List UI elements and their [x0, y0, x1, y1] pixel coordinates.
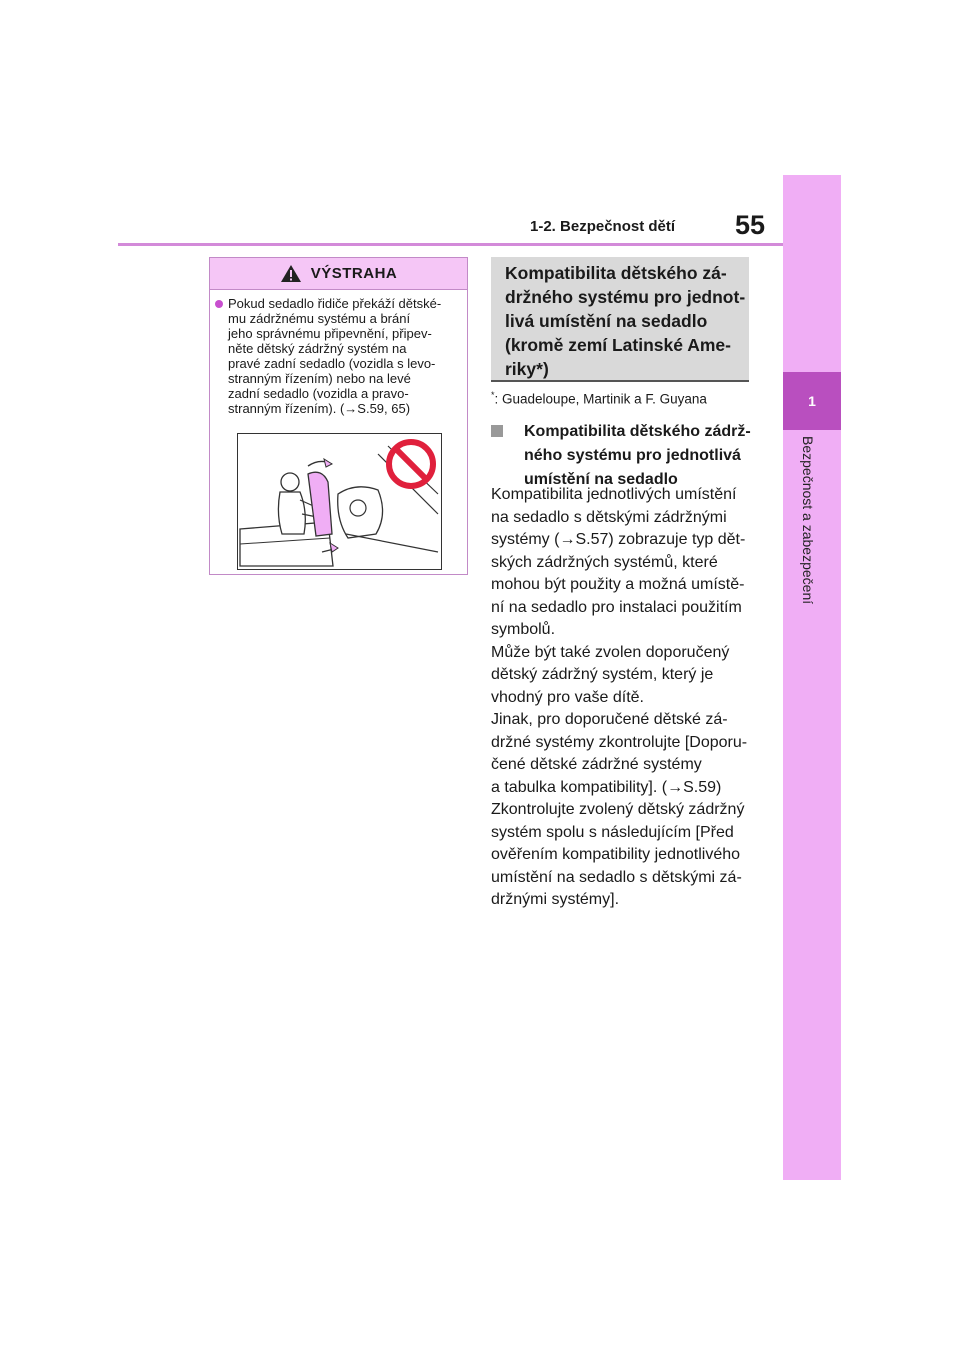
- warning-triangle-icon: [280, 264, 302, 283]
- subheading-line: držného systému pro jednot-: [505, 287, 746, 307]
- chapter-number-box[interactable]: [783, 372, 841, 430]
- warning-box: [209, 257, 468, 575]
- warning-line: stranným řízením). (→S.59, 65): [228, 401, 411, 416]
- body-line: vhodný pro vaše dítě.: [491, 688, 644, 706]
- body-line: na sedadlo s dětskými zádržnými: [491, 508, 727, 526]
- body-line: čené dětské zádržné systémy: [491, 756, 702, 773]
- body-text: [491, 484, 761, 912]
- body-line: systémy (→S.57) zobrazuje typ dět-: [491, 531, 746, 548]
- body-line: Jinak, pro doporučené dětské zá-: [491, 711, 728, 728]
- body-line: ských zádržných systémů, které: [491, 553, 718, 571]
- header-rule: [118, 243, 783, 246]
- warning-title: VÝSTRAHA: [310, 265, 398, 282]
- subheading-line: Kompatibilita dětského zá-: [505, 263, 727, 283]
- page-number: 55: [735, 210, 766, 240]
- warning-line: zadní sedadlo (vozidla a pravo-: [228, 386, 409, 401]
- footnote-marker: *: [491, 390, 495, 400]
- section-title: 1-2. Bezpečnost dětí: [530, 218, 676, 235]
- body-line: držné systémy zkontrolujte [Doporu-: [491, 733, 748, 751]
- body-line: a tabulka kompatibility]. (→S.59): [491, 778, 722, 796]
- seat-illustration-icon: [238, 434, 440, 568]
- heading-line: Kompatibilita dětského zádrž-: [524, 423, 751, 440]
- body-line: ověřením kompatibility jednotlivého: [491, 846, 741, 863]
- warning-line: stranným řízením) nebo na levé: [228, 371, 411, 386]
- subheading-box: [491, 257, 749, 382]
- heading-line: ného systému pro jednotlivá: [524, 447, 741, 464]
- section-heading: [491, 420, 756, 492]
- footnote-text: : Guadeloupe, Martinik a F. Guyana: [494, 391, 707, 407]
- bullet-icon: [215, 300, 223, 308]
- square-bullet-icon: [491, 425, 503, 437]
- warning-line: Pokud sedadlo řidiče překáží dětské-: [228, 296, 442, 311]
- body-line: Kompatibilita jednotlivých umístění: [491, 486, 737, 503]
- warning-header: [210, 258, 467, 290]
- body-line: mohou být použity a možná umístě-: [491, 576, 745, 593]
- heading-line: umístění na sedadlo: [524, 471, 678, 488]
- subheading-line: (kromě zemí Latinské Ame-: [505, 335, 731, 355]
- body-line: držnými systémy].: [491, 891, 620, 908]
- body-line: dětský zádržný systém, který je: [491, 666, 714, 683]
- body-line: umístění na sedadlo s dětskými zá-: [491, 868, 742, 886]
- warning-text: [210, 290, 467, 416]
- warning-line: jeho správnému připevnění, připev-: [228, 326, 432, 341]
- body-line: systém spolu s následujícím [Před: [491, 823, 734, 841]
- footnote: [491, 390, 707, 407]
- subheading-line: riky*): [505, 359, 549, 379]
- body-line: Může být také zvolen doporučený: [491, 643, 730, 661]
- warning-line: mu zádržnému systému a brání: [228, 311, 411, 326]
- chapter-number: 1: [808, 393, 816, 409]
- subheading-line: livá umístění na sedadlo: [505, 311, 708, 331]
- chapter-title: Bezpečnost a zabezpečení: [800, 436, 816, 605]
- body-line: ní na sedadlo pro instalaci použitím: [491, 598, 742, 616]
- chapter-side-tab: [783, 175, 841, 1180]
- body-line: Zkontrolujte zvolený dětský zádržný: [491, 801, 745, 818]
- warning-line: něte dětský zádržný systém na: [228, 341, 407, 356]
- warning-line: pravé zadní sedadlo (vozidla s levo-: [228, 356, 436, 371]
- warning-illustration: [237, 433, 442, 570]
- body-line: symbolů.: [491, 621, 556, 638]
